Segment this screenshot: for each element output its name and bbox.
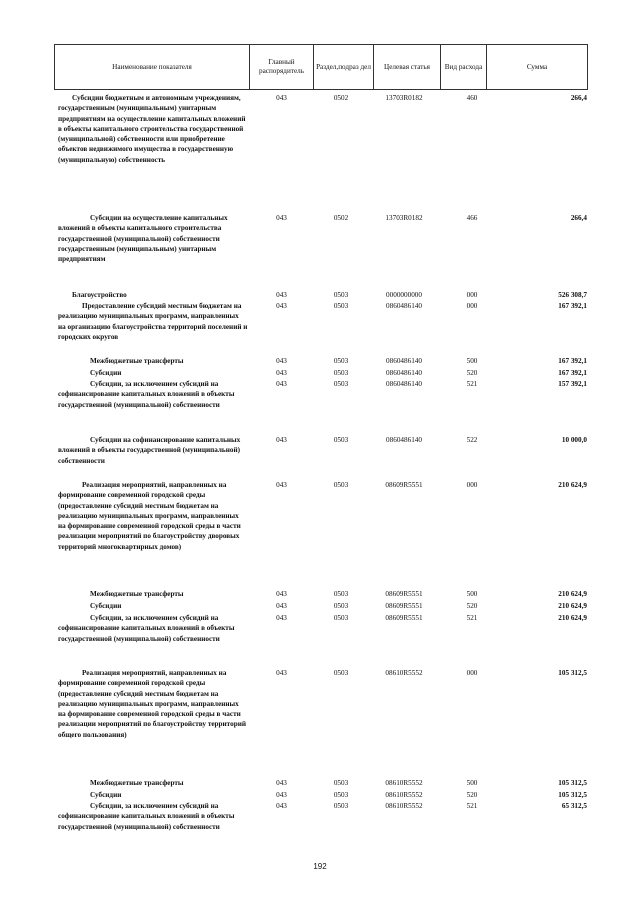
row-name: Субсидии на осуществление капитальных вложений в объекты капитального строительства государственной (муниципальной) собственности государственным (муниципальным) унитарным предприятиям — [58, 214, 228, 264]
row-name: Межбюджетные трансферты — [90, 357, 184, 365]
row-name: Субсидии, за исключением субсидий на софинансирование капитальных вложений в объекты государственной (муниципальной) собственности — [58, 614, 235, 643]
row-name: Субсидии — [90, 791, 122, 799]
row-name: Реализация мероприятий, направленных на формирование современной городской среды (предоставление субсидий местным бюджетам на реализацию муниципальных программ, направленных на формирование современной городской среды в части реализации мероприятий по благоустройству территорий общего пользования) — [58, 669, 246, 739]
row-vr: 520 — [466, 602, 478, 610]
row-rz: 0502 — [333, 214, 349, 222]
row-grs: 043 — [276, 302, 287, 310]
row-sum: 266,4 — [570, 214, 587, 222]
row-grs: 043 — [276, 669, 287, 677]
row-name: Субсидии, за исключением субсидий на софинансирование капитальных вложений в объекты государственной (муниципальной) собственности — [58, 802, 235, 831]
row-rz: 0503 — [333, 357, 349, 365]
row-rz: 0503 — [333, 791, 349, 799]
row-rz: 0503 — [333, 369, 349, 377]
row-sum: 266,4 — [570, 94, 587, 102]
row-rz: 0503 — [333, 380, 349, 388]
row-sum: 210 624,9 — [558, 481, 587, 489]
row-name: Межбюджетные трансферты — [90, 590, 184, 598]
row-sum: 157 392,1 — [558, 380, 587, 388]
row-vr: 521 — [466, 802, 478, 810]
page-number: 192 — [313, 862, 327, 871]
row-rz: 0503 — [333, 614, 349, 622]
col-header-cs: Целевая статья — [374, 45, 441, 90]
row-cs: 13703R0182 — [385, 94, 423, 102]
row-name: Субсидии бюджетным и автономным учреждениям, государственным (муниципальным) унитарным предприятиям на осуществление капитальных вложений в объекты капитального строительства государственной (муниципальной) собственности или приобретение объектов недвижимого имущества в государственную (муниципальную) собственность — [58, 94, 246, 164]
row-grs: 043 — [276, 614, 287, 622]
row-cs: 08610R5552 — [385, 802, 423, 810]
row-sum: 65 312,5 — [561, 802, 587, 810]
row-cs: 08610R5552 — [385, 779, 423, 787]
row-vr: 520 — [466, 791, 478, 799]
row-vr: 500 — [466, 779, 478, 787]
row-sum: 105 312,5 — [558, 669, 587, 677]
col-header-vr: Вид расхода — [441, 45, 487, 90]
col-header-name: Наименование показателя — [55, 45, 250, 90]
row-name: Предоставление субсидий местным бюджетам на реализацию муниципальных программ, направленных на организацию благоустройства территорий поселений и городских округов — [58, 302, 248, 341]
row-cs: 08609R5551 — [385, 590, 423, 598]
row-vr: 000 — [466, 669, 478, 677]
row-rz: 0503 — [333, 802, 349, 810]
row-rz: 0503 — [333, 436, 349, 444]
row-grs: 043 — [276, 590, 287, 598]
row-name: Субсидии на софинансирование капитальных вложений в объекты государственной (муниципальной) собственности — [58, 436, 241, 465]
row-rz: 0503 — [333, 602, 349, 610]
row-cs: 0860486140 — [386, 369, 422, 377]
row-sum: 210 624,9 — [558, 590, 587, 598]
row-vr: 521 — [466, 614, 478, 622]
row-cs: 08609R5551 — [385, 602, 423, 610]
row-grs: 043 — [276, 291, 287, 299]
row-grs: 043 — [276, 214, 287, 222]
row-grs: 043 — [276, 357, 287, 365]
row-sum: 10 000,0 — [561, 436, 587, 444]
row-sum: 167 392,1 — [558, 302, 587, 310]
row-vr: 520 — [466, 369, 478, 377]
row-rz: 0503 — [333, 481, 349, 489]
row-grs: 043 — [276, 602, 287, 610]
row-sum: 167 392,1 — [558, 357, 587, 365]
row-rz: 0503 — [333, 302, 349, 310]
row-name: Субсидии, за исключением субсидий на софинансирование капитальных вложений в объекты государственной (муниципальной) собственности — [58, 380, 235, 409]
row-vr: 000 — [466, 302, 478, 310]
row-name: Субсидии — [90, 369, 122, 377]
row-cs: 08610R5552 — [385, 791, 423, 799]
row-rz: 0503 — [333, 669, 349, 677]
row-grs: 043 — [276, 779, 287, 787]
row-cs: 08609R5551 — [385, 614, 423, 622]
col-header-sum: Сумма — [487, 45, 588, 90]
col-header-grs: Главный распорядитель — [250, 45, 314, 90]
table-header — [54, 44, 588, 90]
row-cs: 0000000000 — [386, 291, 422, 299]
row-rz: 0502 — [333, 94, 349, 102]
row-cs: 08610R5552 — [385, 669, 423, 677]
row-grs: 043 — [276, 791, 287, 799]
row-rz: 0503 — [333, 590, 349, 598]
row-vr: 000 — [466, 291, 478, 299]
row-grs: 043 — [276, 94, 287, 102]
row-vr: 521 — [466, 380, 478, 388]
row-vr: 000 — [466, 481, 478, 489]
row-rz: 0503 — [333, 291, 349, 299]
row-cs: 0860486140 — [386, 357, 422, 365]
row-vr: 460 — [466, 94, 478, 102]
row-cs: 08609R5551 — [385, 481, 423, 489]
row-grs: 043 — [276, 481, 287, 489]
row-sum: 526 308,7 — [558, 291, 587, 299]
col-header-rz: Раздел,подраз дел — [314, 45, 374, 90]
row-vr: 522 — [466, 436, 478, 444]
row-cs: 0860486140 — [386, 302, 422, 310]
row-cs: 0860486140 — [386, 380, 422, 388]
row-vr: 500 — [466, 590, 478, 598]
row-grs: 043 — [276, 369, 287, 377]
row-vr: 500 — [466, 357, 478, 365]
row-grs: 043 — [276, 436, 287, 444]
row-name: Межбюджетные трансферты — [90, 779, 184, 787]
row-sum: 210 624,9 — [558, 602, 587, 610]
row-sum: 105 312,5 — [558, 791, 587, 799]
row-grs: 043 — [276, 380, 287, 388]
row-rz: 0503 — [333, 779, 349, 787]
row-name: Субсидии — [90, 602, 122, 610]
row-cs: 13703R0182 — [385, 214, 423, 222]
row-sum: 105 312,5 — [558, 779, 587, 787]
row-grs: 043 — [276, 802, 287, 810]
row-cs: 0860486140 — [386, 436, 422, 444]
row-sum: 210 624,9 — [558, 614, 587, 622]
row-name: Благоустройство — [72, 291, 127, 299]
row-name: Реализация мероприятий, направленных на формирование современной городской среды (предоставление субсидий местным бюджетам на реализацию муниципальных программ, направленных на формирование современной городской среды в части реализации мероприятий по благоустройству дворовых территорий многоквартирных домов) — [58, 481, 241, 551]
row-vr: 466 — [466, 214, 478, 222]
row-sum: 167 392,1 — [558, 369, 587, 377]
